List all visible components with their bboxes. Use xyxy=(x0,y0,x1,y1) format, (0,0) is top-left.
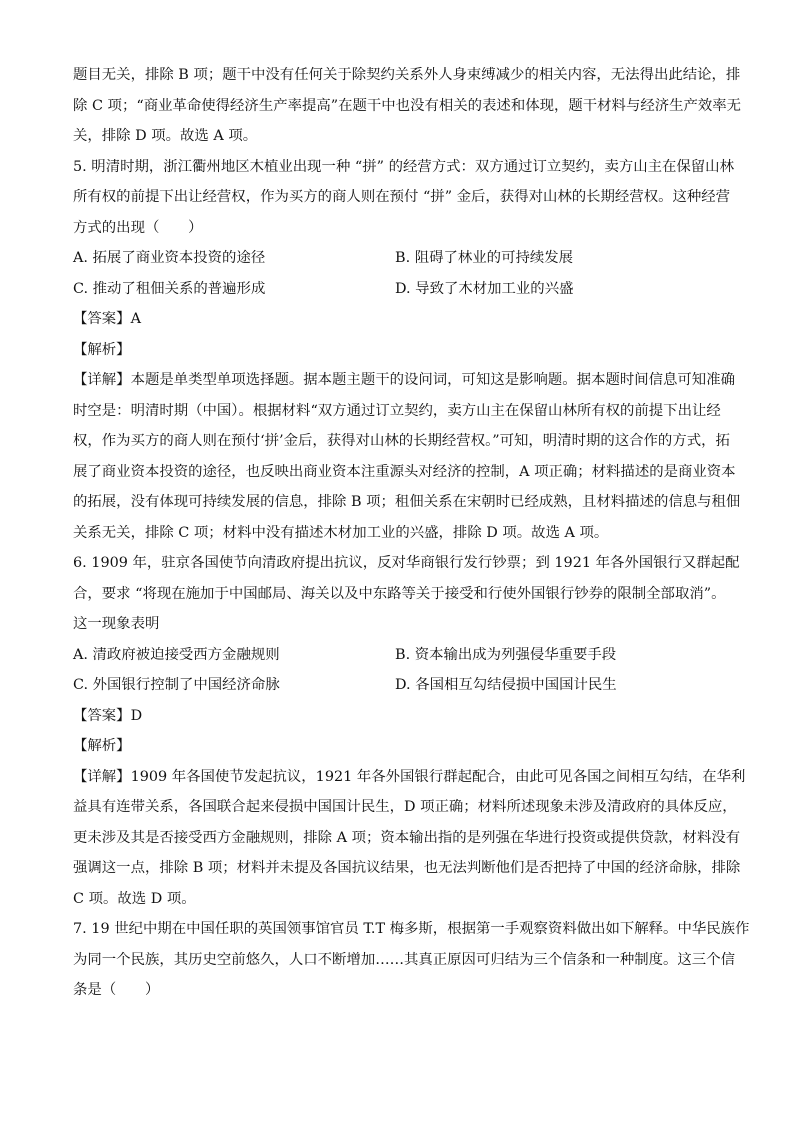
question-stem-line: 方式的出现（ ） xyxy=(73,219,203,236)
option-c: C. 推动了租佃关系的普遍形成 xyxy=(73,280,266,297)
answer-label: 【答案】A xyxy=(73,311,141,327)
question-stem-line: 7. 19 世纪中期在中国任职的英国领事馆官员 T.T 梅多斯，根据第一手观察资料做出如下解释。中华民族作 xyxy=(73,921,750,937)
detail-line: 展了商业资本投资的途径，也反映出商业资本注重源头对经济的控制，A 项正确；材料描述的是商业资本 xyxy=(73,463,736,480)
detail-line: 更未涉及其是否接受西方金融规则，排除 A 项；资本输出指的是列强在华进行投资或提供贷款，材料没有 xyxy=(73,829,741,846)
question-stem-line: 6. 1909 年，驻京各国使节向清政府提出抗议，反对华商银行发行钞票；到 1921 年各外国银行又群起配 xyxy=(73,555,740,571)
options-row xyxy=(73,640,725,671)
question-stem-line: 合，要求 “将现在施加于中国邮局、海关以及中东路等关于接受和行使外国银行钞券的限制全部取消”。 xyxy=(73,585,726,602)
options-row xyxy=(73,243,725,274)
text-line: 题目无关，排除 B 项；题干中没有任何关于除契约关系外人身束缚减少的相关内容，无法得出此结论，排 xyxy=(73,67,741,83)
analysis-label: 【解析】 xyxy=(73,738,131,754)
detail-line: 【详解】本题是单类型单项选择题。据本题主题干的设问词，可知这是影响题。据本题时间信息可知准确 xyxy=(73,372,735,388)
detail-line: 的拓展，没有体现可持续发展的信息，排除 B 项；租佃关系在宋朝时已经成熟，且材料描述的信息与租佃 xyxy=(73,494,741,510)
analysis-label: 【解析】 xyxy=(73,341,131,358)
option-a: A. 清政府被迫接受西方金融规则 xyxy=(73,646,280,663)
text-line: 除 C 项；“商业革命使得经济生产率提高”在题干中也没有相关的表述和体现，题干材料与经济生产效率无 xyxy=(73,97,742,114)
detail-line: 时空是：明清时期（中国）。根据材料“双方通过订立契约，卖方山主在保留山林所有权的前提下出让经 xyxy=(73,402,721,419)
detail-line: C 项。故选 D 项。 xyxy=(73,890,196,907)
question-stem-line: 所有权的前提下出让经营权，作为买方的商人则在预付 “拼” 金后，获得对山林的长期经营权。这种经营 xyxy=(73,189,731,205)
options-row xyxy=(73,274,725,305)
question-stem-line: 条是（ ） xyxy=(73,982,160,998)
option-b: B. 资本输出成为列强侵华重要手段 xyxy=(395,646,617,663)
detail-line: 权，作为买方的商人则在预付‘拼’金后，获得对山林的长期经营权。”可知，明清时期的这合作的方式，拓 xyxy=(73,433,730,449)
question-6 xyxy=(73,548,746,914)
question-7 xyxy=(73,914,750,1006)
detail-line: 强调这一点，排除 B 项；材料并未提及各国抗议结果，也无法判断他们是否把持了中国的经济命脉，排除 xyxy=(73,860,741,876)
options-row xyxy=(73,670,725,701)
option-a: A. 拓展了商业资本投资的途径 xyxy=(73,250,266,266)
option-d: D. 各国相互勾结侵损中国国计民生 xyxy=(395,677,617,693)
option-d: D. 导致了木材加工业的兴盛 xyxy=(395,280,574,297)
q4-analysis-tail xyxy=(73,60,742,152)
detail-line: 益具有连带关系，各国联合起来侵损中国国计民生，D 项正确；材料所述现象未涉及清政府的具体反应， xyxy=(73,799,737,815)
question-stem-line: 为同一个民族，其历史空前悠久，人口不断增加……其真正原因可归结为三个信条和一种制度。这三个信 xyxy=(73,951,735,968)
text-line: 关，排除 D 项。故选 A 项。 xyxy=(73,128,258,144)
option-b: B. 阻碍了林业的可持续发展 xyxy=(395,250,574,266)
question-5 xyxy=(73,152,741,549)
option-c: C. 外国银行控制了中国经济命脉 xyxy=(73,677,280,693)
question-stem-line: 这一现象表明 xyxy=(73,616,160,632)
question-stem-line: 5. 明清时期，浙江衢州地区木植业出现一种 “拼” 的经营方式：双方通过订立契约，卖方山主在保留山林 xyxy=(73,158,734,175)
detail-line: 【详解】1909 年各国使节发起抗议，1921 年各外国银行群起配合，由此可见各国之间相互勾结，在华利 xyxy=(73,768,746,785)
document-page xyxy=(73,60,750,1006)
answer-label: 【答案】D xyxy=(73,707,143,724)
detail-line: 关系无关，排除 C 项；材料中没有描述木材加工业的兴盛，排除 D 项。故选 A 项。 xyxy=(73,524,609,541)
